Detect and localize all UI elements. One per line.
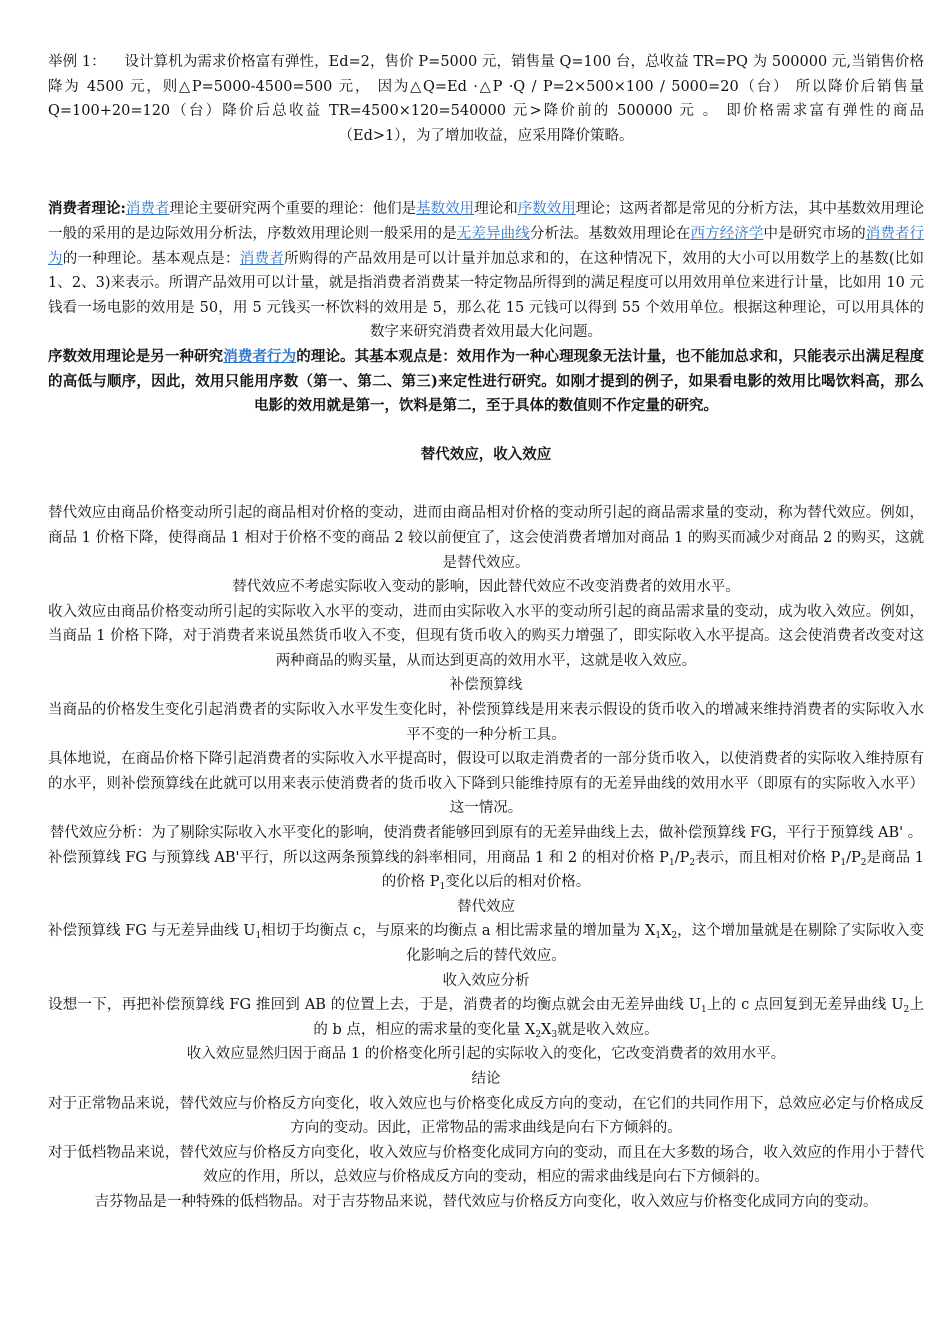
substitution-utility-paragraph: 替代效应不考虑实际收入变动的影响，因此替代效应不改变消费者的效用水平。 [232, 579, 740, 596]
link-western-economics[interactable]: 西方经济学 [690, 225, 764, 242]
subscript: 1 [439, 882, 446, 893]
spacer [48, 419, 924, 443]
link-cardinal-utility[interactable]: 基数效用 [416, 201, 475, 218]
parallel-budget-paragraph [48, 846, 924, 895]
substitution-analysis-paragraph: 替代效应分析：为了剔除实际收入水平变化的影响，使消费者能够回到原有的无差异曲线上去，做补偿预算线 FG，平行于预算线 AB' 。 [49, 825, 923, 842]
link-consumer-2[interactable]: 消费者 [239, 250, 285, 267]
income-effect-paragraph: 收入效应由商品价格变动所引起的实际收入水平的变动，进而由实际收入水平的变动所引起的商品需求量的变动，成为收入效应。例如，当商品 1 价格下降，对于消费者来说虽然货币收入不变，但现有货币收入的购买力增强了，即实际收入水平提高。这会使消费者改变对这两种商品的购买量，从而达到更高的效用水平，这就是收入效应。 [48, 603, 924, 669]
conclusion-giffen-goods: 吉芬物品是一种特殊的低档物品。对于吉芬物品来说，替代效应与价格反方向变化，收入效应与价格变化成同方向的变动。 [94, 1193, 878, 1210]
variable-x: X [541, 1021, 552, 1038]
subscript: 1 [655, 931, 662, 942]
parallel-text-b: 表示，而且相对价格 P [695, 849, 841, 866]
compensated-budget-heading: 补偿预算线 [449, 677, 523, 694]
shift-text-d: 就是收入效应。 [557, 1021, 659, 1038]
subscript: 1 [840, 857, 847, 868]
income-effect-analysis-heading: 收入效应分析 [442, 972, 530, 989]
consumer-theory-heading: 消费者理论: [48, 200, 126, 218]
substitution-effect-paragraph: 替代效应由商品价格变动所引起的商品相对价格的变动，进而由商品相对价格的变动所引起的商品需求量的变动，称为替代效应。例如，商品 1 价格下降，使得商品 1 相对于价格不变的商品 2 较以前便宜了，这会使消费者增加对商品 1 的购买而减少对商品 2 的购买，这就是替代效应。 [48, 505, 924, 571]
shift-text-b: 上的 c 点回复到无差异曲线 U [706, 997, 904, 1014]
subscript: 1 [668, 857, 675, 868]
conclusion-heading: 结论 [471, 1070, 501, 1087]
ordinal-theory-paragraph [48, 345, 924, 419]
section-title: 替代效应，收入效应 [420, 445, 552, 463]
compensated-budget-paragraph-2: 具体地说，在商品价格下降引起消费者的实际收入水平提高时，假设可以取走消费者的一部分货币收入，以使消费者的实际收入维持原有的水平，则补偿预算线在此就可以用来表示使消费者的货币收入下降到只能维持原有的无差异曲线的效用水平（即原有的实际收入水平）这一情况。 [48, 751, 924, 817]
income-effect-cause-paragraph: 收入效应显然归因于商品 1 的价格变化所引起的实际收入的变化，它改变消费者的效用水平。 [186, 1046, 786, 1063]
link-consumer-behavior[interactable]: 消费者行为 [48, 225, 925, 267]
shift-back-paragraph [48, 993, 924, 1042]
fraction-slash: /P [674, 849, 690, 866]
fraction-slash: /P [846, 849, 861, 866]
example-1-paragraph [48, 50, 924, 148]
tangency-text-c: ，这个增加量就是在剔除了实际收入变化影响之后的替代效应。 [406, 923, 924, 964]
parallel-text-c: 是商品 1 的价格 P [381, 849, 925, 891]
spacer [48, 148, 924, 197]
consumer-text-2: 理论和 [474, 201, 518, 218]
tangency-text-a: 补偿预算线 FG 与无差异曲线 U [48, 923, 256, 940]
variable-x: X [661, 923, 672, 940]
spacer [48, 477, 924, 501]
subscript: 2 [689, 857, 696, 868]
consumer-text-5: 中是研究市场的 [763, 225, 866, 242]
subscript: 2 [535, 1029, 542, 1040]
link-indifference-curve[interactable]: 无差异曲线 [456, 225, 530, 242]
tangency-paragraph [48, 919, 924, 968]
ordinal-text-1: 序数效用理论是另一种研究 [48, 347, 224, 365]
consumer-text-3: 理论；这两者都是常见的分析方法，其中基数效用理论一般的采用的是边际效用分析法，序数效用理论则一般采用的是 [48, 201, 925, 242]
subscript: 2 [671, 931, 678, 942]
shift-text-c: 上的 b 点，相应的需求量的变化量 X [313, 997, 924, 1038]
subscript: 2 [903, 1005, 910, 1016]
tangency-text-b: 相切于均衡点 c，与原来的均衡点 a 相比需求量的增加量为 X [261, 923, 656, 940]
compensated-budget-paragraph-1: 当商品的价格发生变化引起消费者的实际收入水平发生变化时，补偿预算线是用来表示假设的货币收入的增减来维持消费者的实际收入水平不变的一种分析工具。 [48, 702, 924, 743]
subscript: 1 [255, 931, 262, 942]
shift-text-a: 设想一下，再把补偿预算线 FG 推回到 AB 的位置上去，于是，消费者的均衡点就会由无差异曲线 U [48, 997, 701, 1014]
example-1-label: 举例 1： [48, 54, 106, 70]
conclusion-inferior-goods: 对于低档物品来说，替代效应与价格反方向变化，收入效应与价格变化成同方向的变动，而且在大多数的场合，收入效应的作用小于替代效应的作用，所以，总效应与价格成反方向的变动，相应的需求曲线是向右下方倾斜的。 [48, 1144, 924, 1186]
conclusion-normal-goods: 对于正常物品来说，替代效应与价格反方向变化，收入效应也与价格变化成反方向的变动，在它们的共同作用下，总效应必定与价格成反方向的变动。因此，正常物品的需求曲线是向右下方倾斜的。 [48, 1095, 924, 1137]
consumer-text-4: 分析法。基数效用理论在 [529, 225, 691, 242]
parallel-text-a: 补偿预算线 FG 与预算线 AB'平行，所以这两条预算线的斜率相同，用商品 1 和 2 的相对价格 P [48, 849, 669, 866]
parallel-text-d: 变化以后的相对价格。 [445, 874, 591, 891]
consumer-text-7: 所购得的产品效用是可以计量并加总求和的，在这种情况下，效用的大小可以用数学上的基数(比如 1、2、3)来表示。所谓产品效用可以计量，就是指消费者消费某一特定物品所得到的满足程度可以用效用单位来进行计量，比如用 10 元钱看一场电影的效用是 50，用 5 元钱买一杯饮料的效用是 5，那么花 15 元钱可以得到 55 个效用单位。根据这种理论，可以用具体的数字来研究消费者效用最大化问题。 [48, 250, 925, 341]
subscript: 2 [860, 857, 867, 868]
consumer-text-1: 理论主要研究两个重要的理论：他们是 [169, 201, 417, 218]
subscript: 3 [551, 1029, 558, 1040]
subscript: 1 [700, 1005, 707, 1016]
consumer-theory-paragraph [48, 197, 924, 345]
link-ordinal-utility[interactable]: 序数效用 [517, 201, 576, 218]
link-consumer-behavior-2[interactable]: 消费者行为 [223, 347, 297, 365]
substitution-effect-heading: 替代效应 [457, 898, 515, 915]
ordinal-text-2: 的理论。其基本观点是：效用作为一种心理现象无法计量，也不能加总求和，只能表示出满足程度的高低与顺序，因此，效用只能用序数（第一、第二、第三)来定性进行研究。如刚才提到的例子，如果看电影的效用比喝饮料高，那么电影的效用就是第一，饮料是第二，至于具体的数值则不作定量的研究。 [48, 347, 925, 415]
link-consumer[interactable]: 消费者 [125, 201, 170, 218]
consumer-text-6: 的一种理论。基本观点是： [62, 250, 240, 267]
example-1-text: 设计算机为需求价格富有弹性，Ed=2，售价 P=5000 元，销售量 Q=100 台，总收益 TR=PQ 为 500000 元,当销售价格降为 4500 元，则△P=5000-4500=500 元， 因为△Q=Ed ·△P ·Q / P=2×500×100 / 5000=20（台） 所以降价后销售量 Q=100+20=120（台）降价后总收益 TR=4500×120=540000 元>降价前的 500000 元 。 即价格需求富有弹性的商品（Ed>1），为了增加收益，应采用降价策略。 [48, 54, 924, 144]
document-page [48, 50, 924, 1215]
